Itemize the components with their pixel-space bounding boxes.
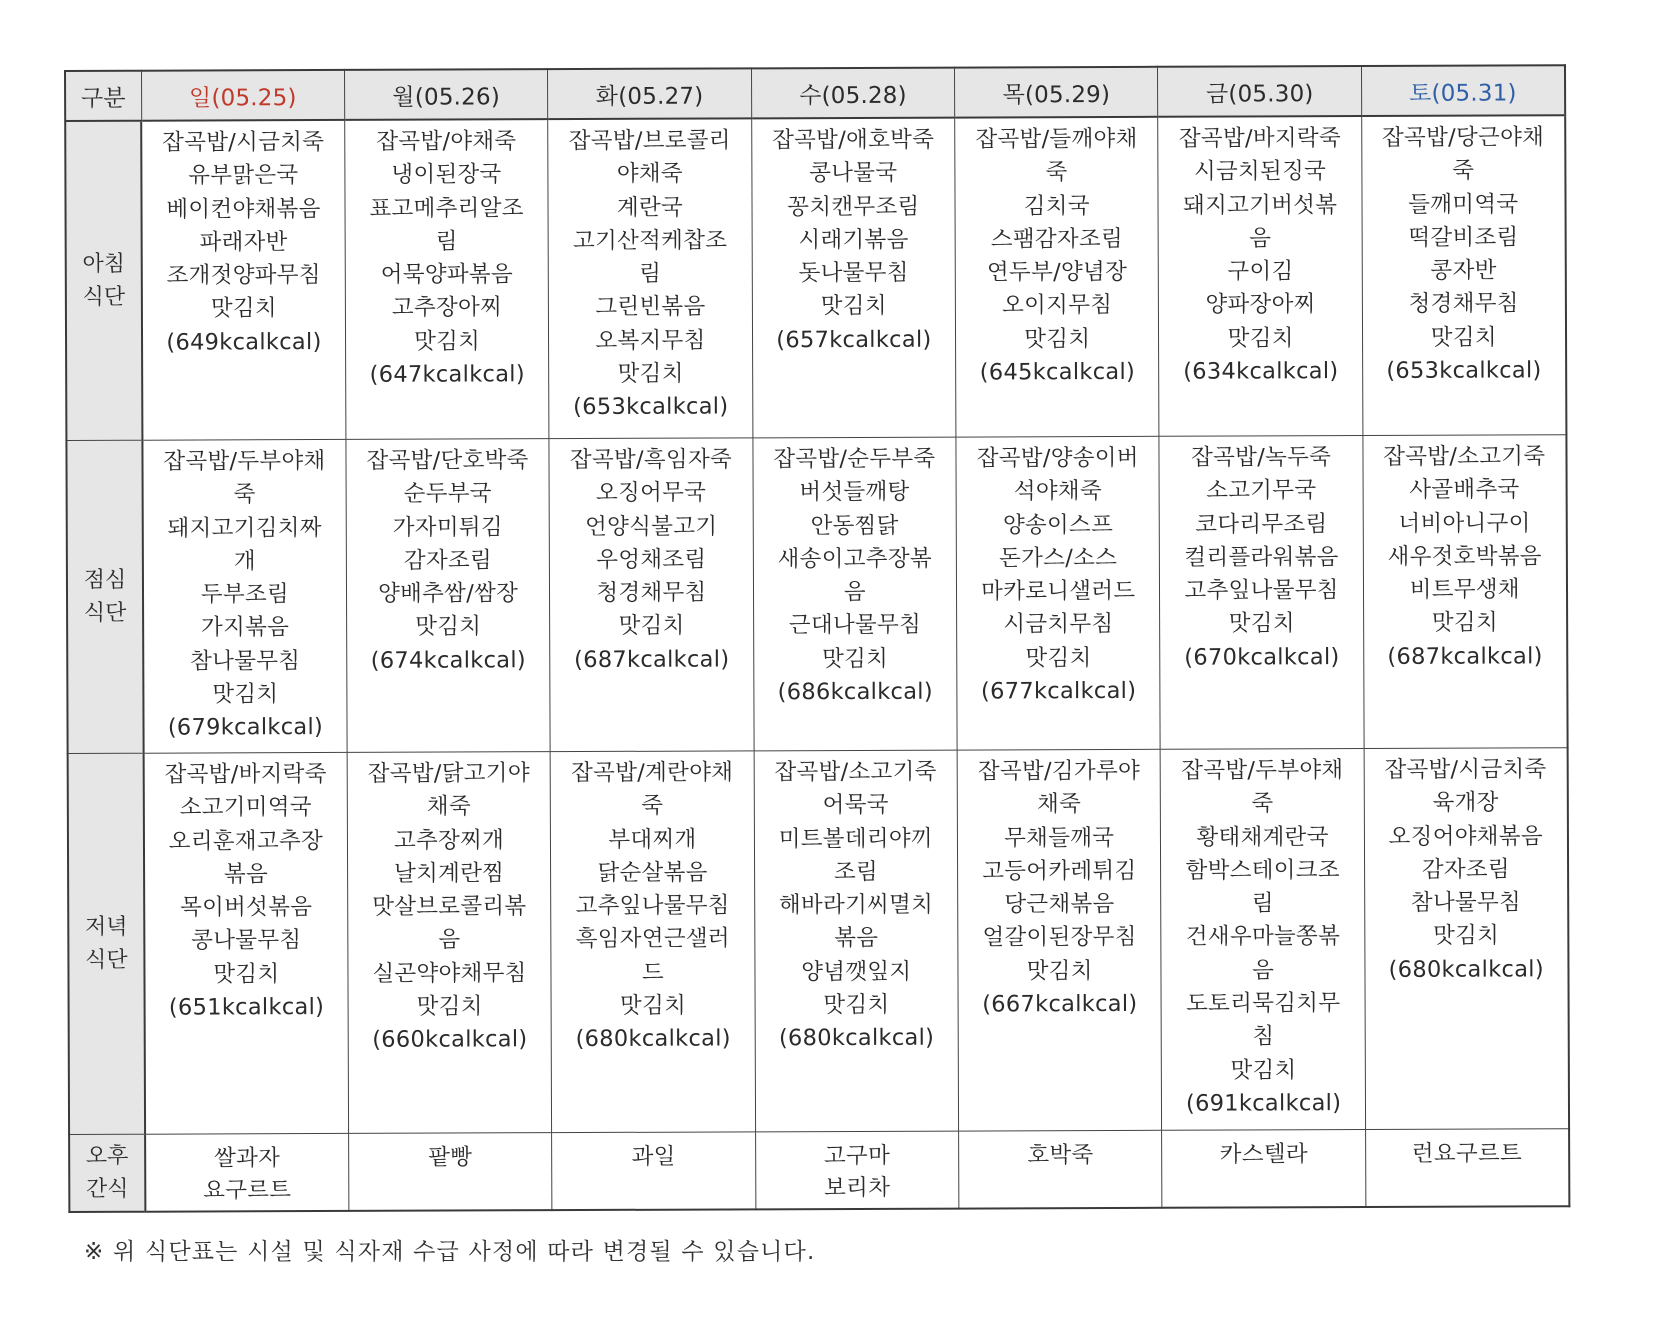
- menu-item: 잡곡밥/시금치죽: [162, 129, 325, 156]
- menu-item: 돈가스/소스: [999, 544, 1118, 572]
- menu-item: 맛김치: [414, 328, 481, 355]
- menu-item: 맛김치: [822, 645, 889, 672]
- menu-item: 청경채무침: [596, 579, 707, 607]
- menu-list: [955, 118, 1158, 390]
- menu-item: 오이지무침: [1002, 292, 1113, 319]
- menu-list: [548, 119, 752, 424]
- snack-row: [69, 1129, 1569, 1212]
- dinner-cell-thursday: [957, 749, 1162, 1131]
- menu-item: 잡곡밥/들깨야채: [975, 125, 1138, 153]
- menu-item: (647kcalkcal): [369, 361, 525, 388]
- menu-item: 림: [1251, 890, 1274, 917]
- menu-item: (649kcalkcal): [166, 328, 322, 356]
- menu-item: 스팸감자조림: [990, 225, 1124, 253]
- snack-cell-thursday: [959, 1130, 1163, 1208]
- menu-item: (691kcalkcal): [1185, 1090, 1342, 1117]
- dinner-cell-sunday: [144, 752, 349, 1134]
- dinner-label-line: 식단: [85, 947, 128, 973]
- menu-list: [145, 753, 348, 1025]
- menu-item: 냉이된장국: [391, 161, 502, 189]
- lunch-cell-thursday: [956, 436, 1161, 750]
- menu-item: 참나물무침: [1410, 889, 1522, 917]
- menu-list: [349, 1133, 552, 1174]
- lunch-cell-tuesday: [549, 438, 754, 752]
- menu-item: 오징어무국: [595, 479, 707, 507]
- menu-item: 맛살브로콜리볶: [372, 893, 527, 921]
- lunch-label-line: 점심: [83, 567, 127, 593]
- snack-label-line: 오후: [85, 1143, 129, 1169]
- menu-item: (674kcalkcal): [370, 647, 527, 674]
- menu-item: 참나물무침: [190, 647, 301, 675]
- menu-item: 고추잎나물무침: [1184, 577, 1339, 604]
- menu-item: 흑임자연근샐러: [575, 925, 730, 953]
- menu-list: [1160, 436, 1363, 675]
- lunch-label: [66, 440, 143, 753]
- menu-item: (677kcalkcal): [980, 677, 1137, 705]
- lunch-row: [66, 435, 1567, 754]
- menu-item: (657kcalkcal): [776, 326, 932, 354]
- menu-item: 잡곡밥/브로콜리: [568, 127, 731, 155]
- menu-item: 닭순살볶음: [597, 859, 708, 886]
- menu-list: [956, 437, 1159, 709]
- menu-item: 음: [1249, 225, 1272, 252]
- menu-item: 런요구르트: [1411, 1140, 1523, 1167]
- menu-item: 죽: [1251, 790, 1274, 817]
- menu-item: 떡갈비조림: [1408, 224, 1519, 251]
- snack-label-line: 간식: [85, 1176, 129, 1202]
- day-header-sunday: 일(05.25): [141, 70, 345, 121]
- breakfast-cell-wednesday: [751, 118, 956, 438]
- day-header-monday: 월(05.26): [344, 69, 548, 120]
- weekly-menu-table: [64, 64, 1570, 1213]
- menu-item: 실곤약야채무침: [372, 960, 527, 987]
- menu-item: 개: [233, 548, 256, 575]
- menu-item: 우엉채조림: [596, 546, 707, 573]
- menu-item: 림: [639, 260, 662, 287]
- menu-item: 잡곡밥/계란야채: [571, 759, 734, 787]
- menu-item: 고구마: [823, 1142, 891, 1170]
- snack-cell-wednesday: [755, 1131, 959, 1209]
- menu-item: 콩자반: [1430, 257, 1497, 284]
- menu-item: 맛김치: [1433, 922, 1500, 950]
- menu-item: (680kcalkcal): [1388, 956, 1544, 983]
- menu-item: 연두부/양념장: [986, 259, 1128, 286]
- menu-item: 잡곡밥/흑임자죽: [569, 446, 733, 474]
- menu-list: [958, 750, 1161, 1022]
- lunch-cell-wednesday: [753, 437, 958, 751]
- menu-list: [1363, 435, 1566, 674]
- lunch-cell-sunday: [142, 439, 347, 753]
- menu-item: 죽: [641, 793, 664, 820]
- menu-item: 맛김치: [1025, 644, 1092, 672]
- menu-item: 고등어카레튀김: [982, 857, 1137, 885]
- menu-item: 음: [843, 579, 866, 606]
- menu-item: 청경채무침: [1408, 290, 1519, 318]
- snack-cell-monday: [348, 1133, 552, 1211]
- breakfast-label-line: 식단: [82, 284, 126, 310]
- menu-item: 시금치무침: [1003, 611, 1114, 638]
- menu-item: 시래기볶음: [798, 226, 909, 254]
- menu-list: [348, 752, 552, 1057]
- menu-item: 맛김치: [210, 295, 277, 322]
- day-header-friday: 금(05.30): [1158, 66, 1362, 117]
- menu-item: 맛김치: [618, 613, 685, 640]
- menu-item: 음: [438, 926, 461, 954]
- day-header-tuesday: 화(05.27): [548, 68, 752, 119]
- menu-item: 잡곡밥/당근야채: [1381, 124, 1545, 151]
- menu-item: 당근채볶음: [1004, 891, 1115, 918]
- menu-item: 시금치된징국: [1193, 158, 1327, 185]
- dinner-cell-friday: [1161, 749, 1366, 1131]
- menu-item: 육개장: [1432, 789, 1499, 817]
- menu-item: 사골배추국: [1409, 476, 1520, 504]
- menu-item: 림: [435, 228, 458, 255]
- breakfast-label: [65, 121, 142, 441]
- menu-list: [551, 751, 755, 1056]
- snack-cell-saturday: [1365, 1129, 1569, 1207]
- menu-item: (651kcalkcal): [168, 994, 325, 1021]
- menu-item: 보리차: [824, 1174, 891, 1202]
- menu-item: 맛김치: [1227, 325, 1294, 352]
- menu-item: 목이버섯볶음: [179, 894, 313, 921]
- menu-item: 잡곡밥/김가루야: [977, 757, 1141, 785]
- menu-item: 야채죽: [616, 160, 683, 188]
- menu-list: [142, 121, 345, 360]
- lunch-label-line: 식단: [83, 600, 127, 626]
- menu-list: [1362, 116, 1565, 388]
- menu-item: 양파장아찌: [1205, 291, 1316, 319]
- menu-item: 코다리무조림: [1195, 510, 1328, 538]
- menu-item: 콩나물국: [809, 160, 898, 187]
- menu-item: (680kcalkcal): [575, 1025, 731, 1053]
- menu-item: 소고기무국: [1206, 477, 1317, 504]
- breakfast-cell-sunday: [141, 120, 346, 440]
- lunch-cell-monday: [346, 439, 551, 753]
- header-label: 구분: [65, 71, 141, 121]
- dinner-cell-saturday: [1364, 748, 1569, 1130]
- menu-item: 마카로니샐러드: [981, 578, 1136, 605]
- menu-item: 두부조림: [200, 581, 290, 608]
- menu-item: 음: [1252, 957, 1275, 984]
- menu-item: 꽁치캔무조림: [787, 193, 920, 220]
- menu-item: 근대나물무침: [788, 612, 922, 639]
- menu-item: 잡곡밥/애호박죽: [772, 126, 935, 154]
- menu-list: [346, 439, 549, 678]
- menu-item: 잡곡밥/두부야채: [1181, 757, 1344, 784]
- menu-item: 맛김치: [213, 960, 280, 988]
- menu-item: 얼갈이된장무침: [982, 924, 1137, 951]
- menu-item: 팥빵: [428, 1144, 473, 1171]
- menu-item: 잡곡밥/단호박죽: [366, 447, 529, 474]
- menu-item: 미트볼데리야끼: [778, 825, 933, 852]
- menu-item: 맛김치: [1430, 324, 1497, 351]
- menu-list: [1366, 1129, 1568, 1170]
- menu-item: 언양식불고기: [585, 513, 718, 540]
- menu-item: 채죽: [426, 793, 472, 820]
- snack-cell-sunday: [145, 1133, 349, 1211]
- menu-item: 조림: [833, 858, 879, 885]
- menu-item: 계란국: [616, 194, 684, 221]
- menu-item: 맛김치: [1228, 610, 1295, 638]
- menu-item: 소고기미역국: [179, 794, 312, 821]
- menu-item: (670kcalkcal): [1184, 643, 1340, 671]
- menu-item: 컬리플라워볶음: [1184, 544, 1339, 571]
- menu-list: [1161, 749, 1365, 1121]
- menu-item: 카스텔라: [1219, 1141, 1308, 1168]
- menu-item: 너비아니구이: [1398, 509, 1531, 537]
- menu-list: [550, 438, 753, 677]
- menu-item: 고추잎나물무침: [575, 892, 730, 920]
- menu-item: 오리훈재고추장: [168, 827, 324, 855]
- menu-item: 감자조림: [1421, 856, 1510, 883]
- menu-item: 돼지고기김치짜: [167, 514, 322, 542]
- breakfast-label-line: 아침: [82, 251, 126, 277]
- menu-item: 볶음: [834, 925, 879, 952]
- day-header-saturday: 토(05.31): [1361, 65, 1565, 116]
- menu-item: 잡곡밥/두부야채: [163, 447, 326, 475]
- menu-item: 맛김치: [619, 992, 687, 1019]
- menu-list: [754, 751, 958, 1056]
- menu-item: 돼지고기버섯볶: [1182, 191, 1338, 219]
- dinner-cell-monday: [347, 752, 552, 1134]
- menu-item: (660kcalkcal): [372, 1026, 528, 1054]
- menu-list: [1364, 748, 1567, 987]
- menu-item: 해바라기씨멸치: [778, 891, 934, 919]
- breakfast-row: [65, 115, 1566, 440]
- menu-item: 부대찌개: [608, 826, 697, 853]
- menu-item: 맛김치: [415, 613, 482, 641]
- menu-item: 잡곡밥/소고기죽: [774, 758, 937, 786]
- menu-item: 황태채계란국: [1196, 823, 1329, 851]
- menu-item: 오징어야채볶음: [1388, 822, 1543, 850]
- menu-item: 호박죽: [1027, 1142, 1094, 1169]
- menu-item: 잡곡밥/시금치죽: [1384, 756, 1547, 783]
- menu-item: (667kcalkcal): [982, 990, 1138, 1018]
- menu-list: [146, 1134, 348, 1207]
- breakfast-cell-friday: [1158, 116, 1363, 436]
- menu-item: 채죽: [1036, 791, 1082, 818]
- menu-item: 과일: [631, 1143, 676, 1170]
- header-row: [65, 65, 1565, 121]
- menu-item: 볶음: [223, 861, 269, 888]
- menu-item: 고추장아찌: [391, 294, 503, 322]
- menu-list: [143, 440, 346, 745]
- breakfast-cell-saturday: [1362, 115, 1567, 435]
- menu-item: 새우젓호박볶음: [1387, 543, 1542, 570]
- menu-item: 양념깻잎지: [801, 958, 912, 985]
- menu-item: 어묵양파볶음: [380, 261, 514, 288]
- breakfast-cell-monday: [345, 119, 550, 439]
- dinner-label-line: 저녁: [84, 914, 128, 940]
- menu-list: [552, 1132, 755, 1173]
- menu-list: [345, 120, 548, 392]
- menu-item: 맛김치: [1024, 325, 1091, 353]
- menu-item: (645kcalkcal): [979, 358, 1136, 386]
- menu-item: 안동찜닭: [810, 512, 899, 539]
- menu-list: [1159, 117, 1362, 389]
- menu-item: 순두부국: [403, 480, 492, 507]
- menu-item: 건새우마늘쫑볶: [1185, 923, 1341, 951]
- menu-item: 구이김: [1227, 258, 1294, 285]
- menu-item: 버섯들깨탕: [799, 479, 910, 506]
- menu-item: 도토리묵김치무: [1186, 990, 1341, 1017]
- menu-item: 고기산적케찹조: [572, 227, 728, 254]
- menu-item: 맛김치: [1431, 609, 1499, 637]
- menu-item: 맛김치: [1026, 957, 1093, 985]
- menu-item: 맛김치: [617, 360, 684, 387]
- menu-item: 들깨미역국: [1408, 191, 1519, 218]
- menu-item: (687kcalkcal): [574, 646, 730, 673]
- menu-item: 오복지무침: [595, 327, 706, 354]
- menu-item: 맛김치: [823, 991, 890, 1019]
- day-header-wednesday: 수(05.28): [751, 68, 955, 119]
- dinner-row: [68, 748, 1569, 1135]
- breakfast-cell-thursday: [955, 117, 1160, 437]
- menu-item: 죽: [1452, 157, 1475, 184]
- menu-item: 무채들깨국: [1004, 824, 1115, 851]
- menu-item: 날치계란찜: [394, 860, 505, 887]
- dinner-cell-wednesday: [754, 750, 959, 1132]
- dinner-label: [68, 753, 145, 1134]
- menu-item: 고추장찌개: [393, 826, 505, 854]
- menu-list: [752, 119, 955, 358]
- menu-item: 조개젓양파무침: [166, 262, 321, 289]
- menu-item: 잡곡밥/순두부죽: [773, 445, 936, 473]
- menu-item: 파래자반: [199, 229, 288, 256]
- menu-item: 죽: [1045, 159, 1068, 186]
- snack-cell-friday: [1162, 1130, 1366, 1208]
- menu-item: 잡곡밥/녹두죽: [1191, 444, 1332, 471]
- menu-item: 맛김치: [416, 993, 483, 1020]
- menu-item: 함박스테이크조: [1185, 856, 1340, 884]
- menu-item: 비트무생채: [1409, 576, 1520, 604]
- menu-item: 새송이고추장볶: [777, 545, 932, 573]
- menu-item: 가지볶음: [200, 614, 290, 641]
- lunch-cell-saturday: [1363, 435, 1568, 749]
- menu-list: [959, 1131, 1162, 1172]
- menu-item: 돗나물무침: [798, 259, 909, 287]
- menu-item: (687kcalkcal): [1387, 643, 1543, 670]
- menu-item: 잡곡밥/닭고기야: [367, 760, 530, 787]
- menu-item: (679kcalkcal): [167, 714, 324, 741]
- menu-item: 침: [1252, 1023, 1275, 1050]
- menu-item: 잡곡밥/바지락죽: [164, 760, 327, 788]
- snack-label: [69, 1134, 145, 1212]
- lunch-cell-friday: [1159, 436, 1364, 750]
- menu-item: 유부맑은국: [188, 162, 299, 189]
- menu-item: 양배추쌈/쌈장: [377, 580, 519, 607]
- menu-item: 가자미튀김: [392, 513, 503, 541]
- menu-item: 어묵국: [822, 792, 889, 819]
- breakfast-cell-tuesday: [548, 118, 753, 438]
- menu-item: 잡곡밥/소고기죽: [1383, 443, 1546, 470]
- menu-item: 김치국: [1023, 192, 1090, 219]
- snack-cell-tuesday: [552, 1132, 756, 1210]
- menu-item: (634kcalkcal): [1183, 358, 1339, 385]
- menu-list: [1163, 1130, 1366, 1171]
- menu-list: [753, 438, 956, 710]
- menu-item: 감자조림: [403, 547, 493, 574]
- menu-item: 양송이스프: [1002, 511, 1114, 538]
- menu-item: 쌀과자: [214, 1145, 281, 1172]
- dinner-cell-tuesday: [550, 751, 755, 1133]
- menu-item: (653kcalkcal): [1386, 357, 1542, 385]
- day-header-thursday: 목(05.29): [955, 67, 1159, 118]
- menu-item: 콩나물무침: [191, 927, 302, 955]
- menu-item: 표고메추리알조: [369, 194, 524, 222]
- meal-plan-sheet: [64, 64, 1568, 1213]
- footnote: ※ 위 식단표는 시설 및 식자재 수급 사정에 따라 변경될 수 있습니다.: [84, 1239, 816, 1265]
- menu-item: 석야채죽: [1013, 478, 1103, 505]
- menu-item: 잡곡밥/야채죽: [376, 128, 517, 155]
- menu-item: 잡곡밥/양송이버: [976, 444, 1139, 472]
- menu-item: 죽: [233, 481, 256, 508]
- menu-item: 베이컨야채볶음: [166, 195, 321, 223]
- menu-item: (680kcalkcal): [778, 1025, 935, 1052]
- menu-item: 맛김치: [820, 293, 887, 320]
- menu-item: 그린빈볶음: [595, 294, 706, 321]
- menu-list: [756, 1132, 959, 1205]
- menu-item: 잡곡밥/바지락죽: [1178, 125, 1342, 152]
- menu-item: 요구르트: [203, 1177, 292, 1204]
- menu-item: (653kcalkcal): [573, 393, 729, 421]
- menu-item: 드: [641, 959, 665, 986]
- menu-item: 맛김치: [1230, 1056, 1297, 1084]
- menu-item: 맛김치: [212, 681, 279, 708]
- menu-item: (686kcalkcal): [777, 678, 933, 706]
